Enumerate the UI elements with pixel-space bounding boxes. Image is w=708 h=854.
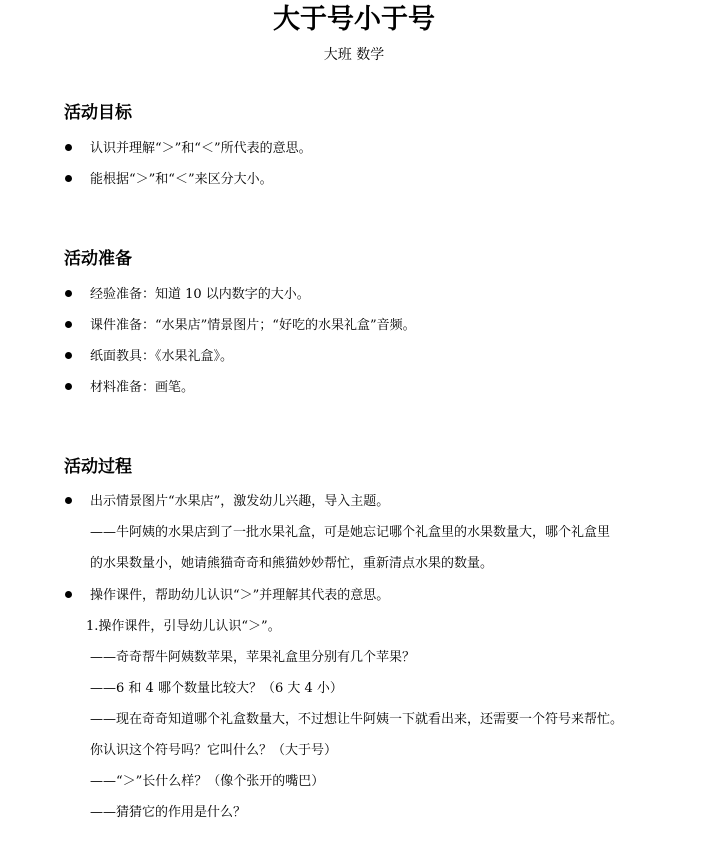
process-step-heading: 1.操作课件，引导幼儿认识“＞”。 xyxy=(86,619,281,634)
list-item-text: 经验准备：知道 10 以内数字的大小。 xyxy=(90,287,310,302)
list-item-text: 材料准备：画笔。 xyxy=(90,380,195,395)
process-paragraph: 的水果数量小，她请熊猫奇奇和熊猫妙妙帮忙，重新清点水果的数量。 xyxy=(90,556,494,571)
process-paragraph: ——现在奇奇知道哪个礼盒数量大，不过想让牛阿姨一下就看出来，还需要一个符号来帮忙。 xyxy=(90,712,624,727)
bullet-icon xyxy=(65,497,72,504)
document-subtitle: 大班 数学 xyxy=(323,47,385,63)
process-paragraph: ——牛阿姨的水果店到了一批水果礼盒，可是她忘记哪个礼盒里的水果数量大，哪个礼盒里 xyxy=(90,525,611,540)
list-item xyxy=(64,285,310,305)
list-item-text: 操作课件，帮助幼儿认识“＞”并理解其代表的意思。 xyxy=(90,588,390,603)
process-paragraph: ——猜猜它的作用是什么？ xyxy=(90,805,247,820)
list-item-text: 课件准备：“水果店”情景图片；“好吃的水果礼盒”音频。 xyxy=(90,318,416,333)
bullet-icon xyxy=(65,352,72,359)
list-item-text: 能根据“＞”和“＜”来区分大小。 xyxy=(90,172,273,187)
document-title: 大于号小于号 xyxy=(273,4,435,35)
list-item-text: 纸面教具：《水果礼盒》。 xyxy=(90,349,234,364)
process-paragraph: ——奇奇帮牛阿姨数苹果，苹果礼盒里分别有几个苹果？ xyxy=(90,650,416,665)
list-item-text: 认识并理解“＞”和“＜”所代表的意思。 xyxy=(90,141,312,156)
process-paragraph: ——6 和 4 哪个数量比较大？（6 大 4 小） xyxy=(90,681,343,696)
process-paragraph: 你认识这个符号吗？它叫什么？（大于号） xyxy=(90,743,338,758)
list-item-text: 出示情景图片“水果店”，激发幼儿兴趣，导入主题。 xyxy=(90,494,390,509)
bullet-icon xyxy=(65,175,72,182)
list-item xyxy=(64,378,194,398)
list-item xyxy=(64,139,312,159)
list-item xyxy=(64,586,389,606)
section-heading-preparation: 活动准备 xyxy=(64,249,132,269)
section-heading-goals: 活动目标 xyxy=(64,103,132,123)
list-item xyxy=(64,316,416,336)
list-item xyxy=(64,170,273,190)
list-item xyxy=(64,492,389,512)
list-item xyxy=(64,347,233,367)
process-paragraph: ——“＞”长什么样？（像个张开的嘴巴） xyxy=(90,774,325,789)
section-heading-process: 活动过程 xyxy=(64,457,132,477)
bullet-icon xyxy=(65,383,72,390)
bullet-icon xyxy=(65,591,72,598)
bullet-icon xyxy=(65,321,72,328)
bullet-icon xyxy=(65,144,72,151)
bullet-icon xyxy=(65,290,72,297)
